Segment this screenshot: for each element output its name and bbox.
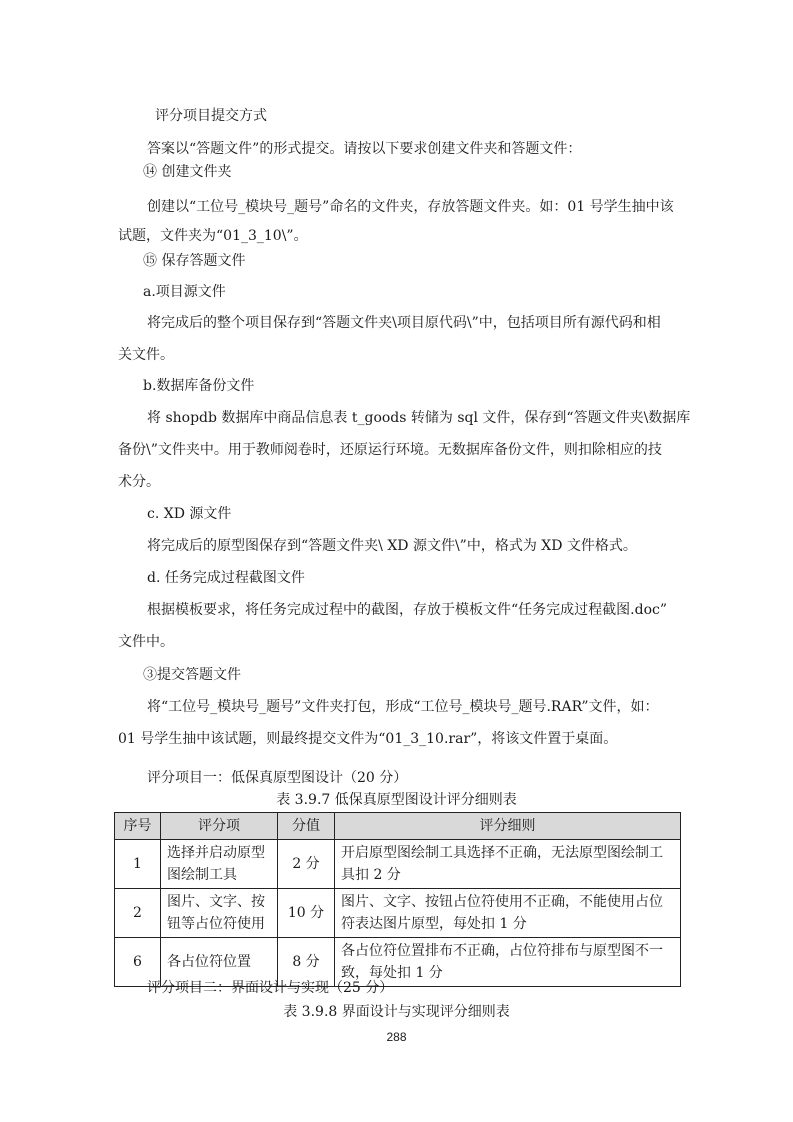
- sub-heading: b.数据库备份文件: [143, 378, 255, 394]
- paragraph: 关文件。: [118, 347, 174, 363]
- cell-no: 6: [115, 938, 161, 987]
- table-caption: 表 3.9.7 低保真原型图设计评分细则表: [276, 792, 517, 808]
- cell-detail: 开启原型图绘制工具选择不正确，无法原型图绘制工具扣 2 分: [335, 840, 681, 889]
- table-header-row: [115, 813, 681, 840]
- cell-item: 选择并启动原型图绘制工具: [161, 840, 278, 889]
- list-heading: ③提交答题文件: [143, 667, 241, 683]
- sub-heading: d. 任务完成过程截图文件: [147, 570, 305, 586]
- paragraph: 备份\”文件夹中。用于教师阅卷时，还原运行环境。无数据库备份文件，则扣除相应的技: [118, 442, 662, 458]
- paragraph: 根据模板要求，将任务完成过程中的截图，存放于模板文件“任务完成过程截图.doc”: [147, 602, 667, 618]
- table-caption: 表 3.9.8 界面设计与实现评分细则表: [283, 1004, 510, 1020]
- section-heading: 评分项目提交方式: [155, 108, 267, 124]
- table-row: [115, 840, 681, 889]
- paragraph: 答案以“答题文件”的形式提交。请按以下要求创建文件夹和答题文件：: [147, 141, 582, 157]
- list-heading: ⑭ 创建文件夹: [143, 164, 232, 180]
- section-heading: 评分项目一：低保真原型图设计（20 分）: [147, 770, 408, 786]
- cell-no: 2: [115, 889, 161, 938]
- sub-heading: c. XD 源文件: [147, 506, 232, 522]
- cell-score: 8 分: [278, 938, 335, 987]
- paragraph: 创建以“工位号_模块号_题号”命名的文件夹，存放答题文件夹。如：01 号学生抽中该: [147, 199, 674, 215]
- section-heading: 评分项目二：界面设计与实现（25 分）: [147, 980, 394, 996]
- header-no: 序号: [115, 813, 161, 840]
- paragraph: 试题，文件夹为“01_3_10\”。: [118, 228, 308, 244]
- paragraph: 将“工位号_模块号_题号”文件夹打包，形成“工位号_模块号_题号.RAR”文件，如：: [147, 699, 659, 715]
- header-detail: 评分细则: [335, 813, 681, 840]
- scoring-table: [114, 812, 681, 987]
- cell-detail: 图片、文字、按钮占位符使用不正确，不能使用占位符表达图片原型，每处扣 1 分: [335, 889, 681, 938]
- cell-item: 图片、文字、按钮等占位符使用: [161, 889, 278, 938]
- list-heading: ⑮ 保存答题文件: [143, 253, 246, 269]
- paragraph: 01 号学生抽中该试题，则最终提交文件为“01_3_10.rar”，将该文件置于桌面。: [118, 731, 618, 747]
- paragraph: 将完成后的原型图保存到“答题文件夹\ XD 源文件\”中，格式为 XD 文件格式。: [147, 538, 637, 554]
- paragraph: 术分。: [118, 474, 160, 490]
- header-score: 分值: [278, 813, 335, 840]
- table-row: [115, 889, 681, 938]
- cell-score: 2 分: [278, 840, 335, 889]
- sub-heading: a.项目源文件: [143, 284, 226, 300]
- page-number: 288: [386, 1030, 407, 1044]
- paragraph: 将完成后的整个项目保存到“答题文件夹\项目原代码\”中，包括项目所有源代码和相: [147, 315, 661, 331]
- cell-item: 各占位符位置: [161, 938, 278, 987]
- header-item: 评分项: [161, 813, 278, 840]
- cell-no: 1: [115, 840, 161, 889]
- cell-detail: 各占位符位置排布不正确，占位符排布与原型图不一致，每处扣 1 分: [335, 938, 681, 987]
- paragraph: 文件中。: [118, 634, 174, 650]
- cell-score: 10 分: [278, 889, 335, 938]
- paragraph: 将 shopdb 数据库中商品信息表 t_goods 转储为 sql 文件，保存到“答题文件夹\数据库: [147, 410, 691, 426]
